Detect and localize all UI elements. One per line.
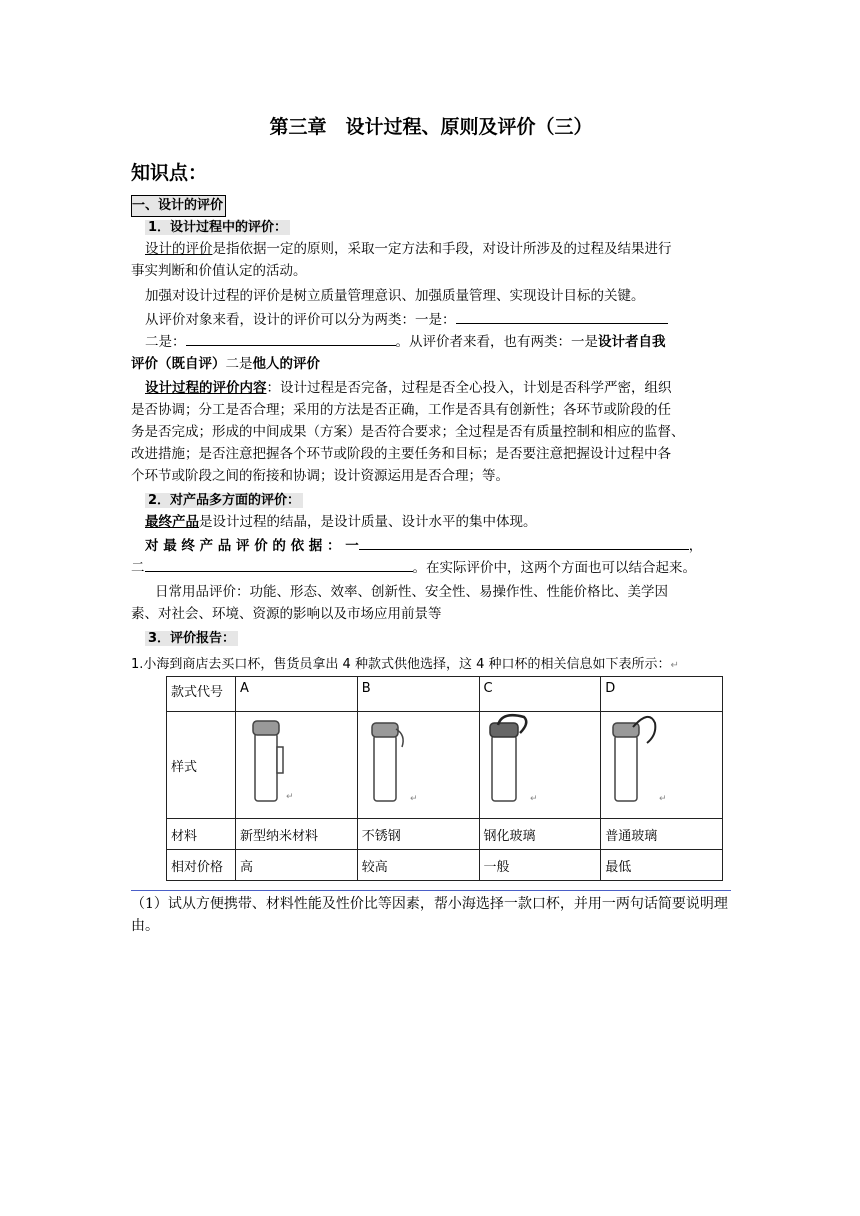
cup-d-icon	[605, 713, 715, 813]
fill-blank-1[interactable]	[456, 309, 668, 324]
cup-info-table	[166, 676, 723, 881]
subheading-product-evaluation: 2．对产品多方面的评价：	[131, 489, 745, 512]
header-price: 相对价格	[167, 850, 236, 881]
table-row-code	[167, 677, 723, 712]
paragraph-content-l2: 是否协调；分工是否合理；采用的方法是否正确，工作是否具有创新性；各环节或阶段的任	[131, 402, 671, 418]
svg-text:↵: ↵	[286, 792, 294, 802]
fill-blank-3[interactable]	[359, 535, 689, 550]
paragraph-content: 设计过程的评价内容：设计过程是否完备，过程是否全心投入，计划是否科学严密，组织	[145, 380, 672, 396]
paragraph-basis-cont: 二 。在实际评价中，这两个方面也可以结合起来。	[131, 557, 731, 579]
cell-style-a	[236, 712, 358, 819]
cell-style-d	[601, 712, 723, 819]
cell-code-d: D	[601, 677, 723, 712]
table-row-style	[167, 712, 723, 819]
cup-c-icon	[484, 713, 594, 813]
cell-code-a: A	[236, 677, 358, 712]
header-style: 样式	[167, 712, 236, 819]
section-heading-evaluation: 一、设计的评价	[131, 195, 226, 217]
svg-text:↵: ↵	[409, 794, 418, 804]
cell-code-c: C	[479, 677, 601, 712]
cup-a-icon	[240, 713, 350, 813]
paragraph-content-l3: 务是否完成；形成的中间成果（方案）是否符合要求；全过程是否有质量控制和相应的监督、	[131, 424, 685, 440]
paragraph-evaluators: 二是： 。从评价者来看，也有两类：一是设计者自我	[131, 331, 745, 353]
cell-material-a: 新型纳米材料	[236, 819, 358, 850]
cell-style-b	[357, 712, 479, 819]
paragraph-objects: 从评价对象来看，设计的评价可以分为两类：一是：	[131, 309, 745, 331]
header-code: 款式代号	[167, 677, 236, 712]
cell-price-b: 较高	[357, 850, 479, 881]
term-design-evaluation: 设计的评价	[145, 241, 213, 257]
cell-code-b: B	[357, 677, 479, 712]
cell-price-d: 最低	[601, 850, 723, 881]
knowledge-heading: 知识点：	[131, 162, 208, 184]
cell-material-b: 不锈钢	[357, 819, 479, 850]
cell-material-d: 普通玻璃	[601, 819, 723, 850]
paragraph-definition-cont: 事实判断和价值认定的活动。	[131, 263, 307, 279]
paragraph-content-l5: 个环节或阶段之间的衔接和协调；设计资源运用是否合理；等。	[131, 468, 509, 484]
paragraph-daily-goods-cont: 素、对社会、环境、资源的影响以及市场应用前景等	[131, 606, 442, 622]
subheading-report: 3．评价报告：	[131, 627, 745, 650]
chapter-title: 第三章 设计过程、原则及评价（三）	[269, 116, 593, 138]
term-final-product: 最终产品	[145, 514, 199, 530]
paragraph-definition: 设计的评价是指依据一定的原则，采取一定方法和手段，对设计所涉及的过程及结果进行	[145, 241, 672, 257]
cell-style-c	[479, 712, 601, 819]
paragraph-basis: 对 最 终 产 品 评 价 的 依 据 ： 一 ，	[131, 535, 745, 557]
svg-text:↵: ↵	[529, 794, 538, 804]
paragraph-content-l4: 改进措施；是否注意把握各个环节或阶段的主要任务和目标；是否要注意把握设计过程中各	[131, 446, 671, 462]
return-mark-icon: ↵	[670, 660, 679, 671]
fill-blank-2[interactable]	[186, 331, 396, 346]
paragraph-evaluators-cont: 评价（既自评）二是他人的评价	[131, 356, 320, 372]
table-row-price	[167, 850, 723, 881]
question-1-stem: 1.小海到商店去买口杯，售货员拿出 4 种款式供他选择，这 4 种口杯的相关信息如下表所示：↵	[131, 657, 679, 672]
cell-price-a: 高	[236, 850, 358, 881]
term-process-content: 设计过程的评价内容	[145, 380, 267, 396]
cup-b-icon	[362, 713, 472, 813]
header-material: 材料	[167, 819, 236, 850]
cell-price-c: 一般	[479, 850, 601, 881]
question-1-part-1: （1）试从方便携带、材料性能及性价比等因素，帮小海选择一款口杯，并用一两句话简要说明理由。	[131, 896, 728, 934]
paragraph-daily-goods: 日常用品评价：功能、形态、效率、创新性、安全性、易操作性、性能价格比、美学因	[155, 584, 668, 600]
fill-blank-4[interactable]	[145, 557, 413, 572]
separator-line	[131, 890, 731, 891]
svg-text:↵: ↵	[659, 794, 667, 804]
cell-material-c: 钢化玻璃	[479, 819, 601, 850]
paragraph-final-product: 最终产品是设计过程的结晶，是设计质量、设计水平的集中体现。	[145, 514, 537, 530]
table-row-material	[167, 819, 723, 850]
subheading-process-evaluation: 1．设计过程中的评价：	[131, 216, 745, 239]
paragraph-key: 加强对设计过程的评价是树立质量管理意识、加强质量管理、实现设计目标的关键。	[145, 288, 645, 304]
